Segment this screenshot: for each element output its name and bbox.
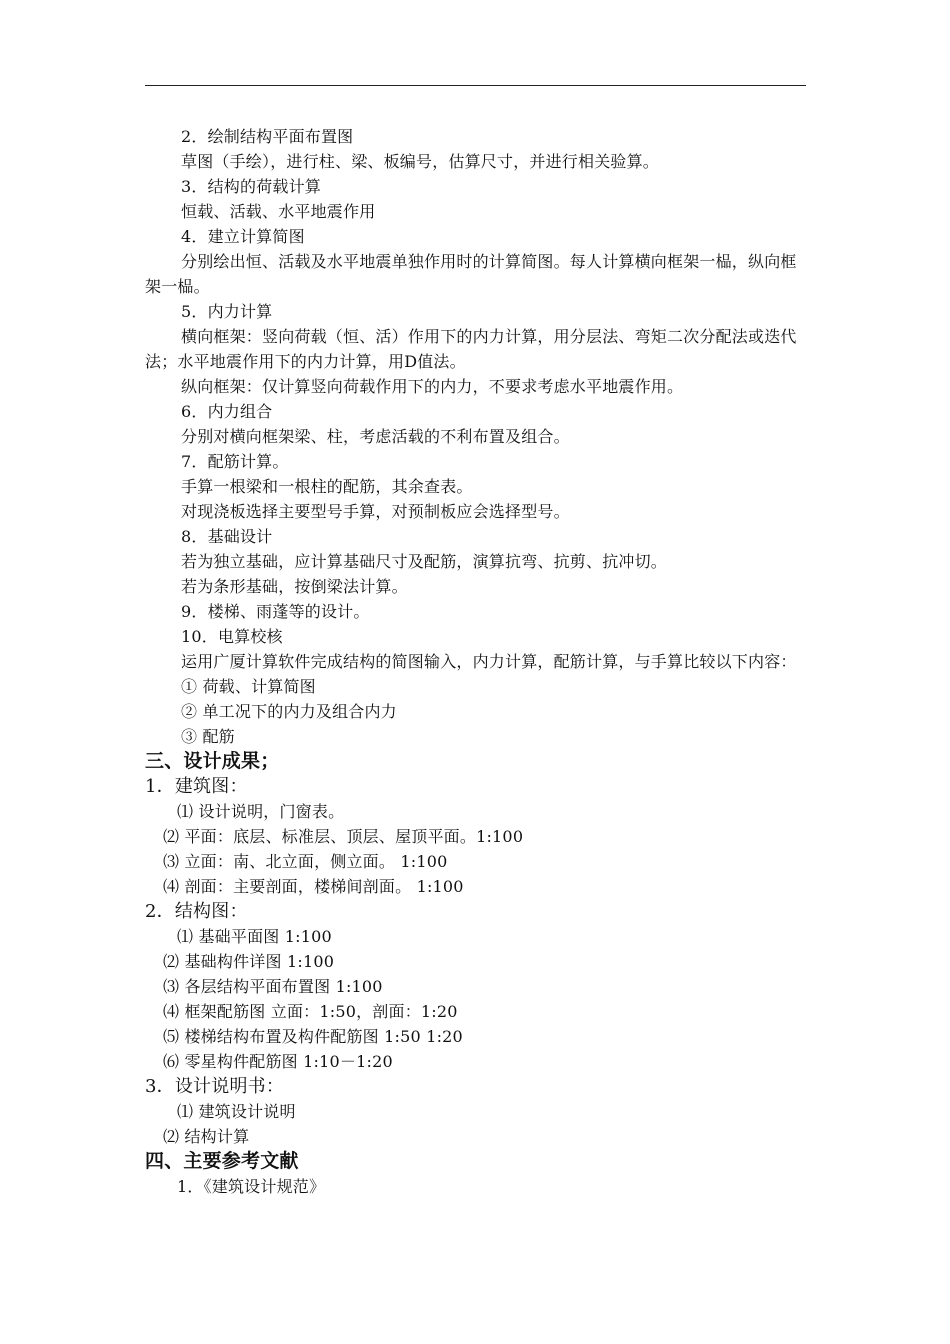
paragraph: 若为独立基础，应计算基础尺寸及配筋，演算抗弯、抗剪、抗冲切。	[181, 552, 668, 571]
paragraph: 纵向框架：仅计算竖向荷载作用下的内力，不要求考虑水平地震作用。	[181, 377, 684, 396]
paragraph: ⑹ 零星构件配筋图 1:10－1:20	[163, 1052, 393, 1071]
paragraph: ⑸ 楼梯结构布置及构件配筋图 1:50 1:20	[163, 1027, 463, 1046]
paragraph: ② 单工况下的内力及组合内力	[181, 702, 397, 721]
paragraph: 10．电算校核	[181, 627, 283, 646]
paragraph: 8．基础设计	[181, 527, 273, 546]
paragraph: 若为条形基础，按倒梁法计算。	[181, 577, 408, 596]
section-heading: 四、主要参考文献	[145, 1150, 299, 1172]
paragraph: ⑴ 基础平面图 1:100	[177, 927, 332, 946]
paragraph: ① 荷载、计算简图	[181, 677, 316, 696]
header-rule	[145, 85, 806, 86]
paragraph: ③ 配筋	[181, 727, 235, 746]
paragraph: ⑴ 设计说明，门窗表。	[177, 802, 345, 821]
section-heading: 3．设计说明书：	[145, 1076, 285, 1097]
paragraph: 9．楼梯、雨蓬等的设计。	[181, 602, 370, 621]
paragraph: ⑷ 框架配筋图 立面：1:50，剖面：1:20	[163, 1002, 458, 1021]
paragraph: 横向框架：竖向荷载（恒、活）作用下的内力计算，用分层法、弯矩二次分配法或迭代法；水平地震作用下的内力计算，用D值法。	[145, 327, 797, 371]
paragraph: 分别对横向框架梁、柱，考虑活载的不利布置及组合。	[181, 427, 570, 446]
section-heading: 三、设计成果；	[145, 750, 280, 772]
section-heading: 1．建筑图：	[145, 776, 248, 797]
paragraph: 1．《建筑设计规范》	[177, 1177, 326, 1196]
paragraph: ⑶ 立面：南、北立面，侧立面。 1:100	[163, 852, 448, 871]
paragraph: 6．内力组合	[181, 402, 273, 421]
section-heading: 2．结构图：	[145, 901, 248, 922]
paragraph: 运用广厦计算软件完成结构的简图输入，内力计算，配筋计算，与手算比较以下内容：	[181, 652, 797, 671]
paragraph: ⑵ 基础构件详图 1:100	[163, 952, 335, 971]
paragraph: 手算一根梁和一根柱的配筋，其余查表。	[181, 477, 473, 496]
paragraph: 7．配筋计算。	[181, 452, 289, 471]
paragraph: ⑴ 建筑设计说明	[177, 1102, 296, 1121]
paragraph: ⑵ 结构计算	[163, 1127, 250, 1146]
paragraph: 2．绘制结构平面布置图	[181, 127, 354, 146]
paragraph: 草图（手绘），进行柱、梁、板编号，估算尺寸，并进行相关验算。	[181, 152, 660, 171]
document-body	[145, 124, 806, 1199]
paragraph: 5．内力计算	[181, 302, 273, 321]
paragraph: 恒载、活载、水平地震作用	[181, 202, 376, 221]
paragraph: 分别绘出恒、活载及水平地震单独作用时的计算简图。每人计算横向框架一榀，纵向框架一榀。	[145, 252, 797, 296]
paragraph: ⑷ 剖面：主要剖面，楼梯间剖面。 1:100	[163, 877, 464, 896]
paragraph: ⑶ 各层结构平面布置图 1:100	[163, 977, 383, 996]
paragraph: ⑵ 平面：底层、标准层、顶层、屋顶平面。1:100	[163, 827, 524, 846]
paragraph: 3．结构的荷载计算	[181, 177, 321, 196]
paragraph: 4．建立计算简图	[181, 227, 305, 246]
paragraph: 对现浇板选择主要型号手算，对预制板应会选择型号。	[181, 502, 570, 521]
